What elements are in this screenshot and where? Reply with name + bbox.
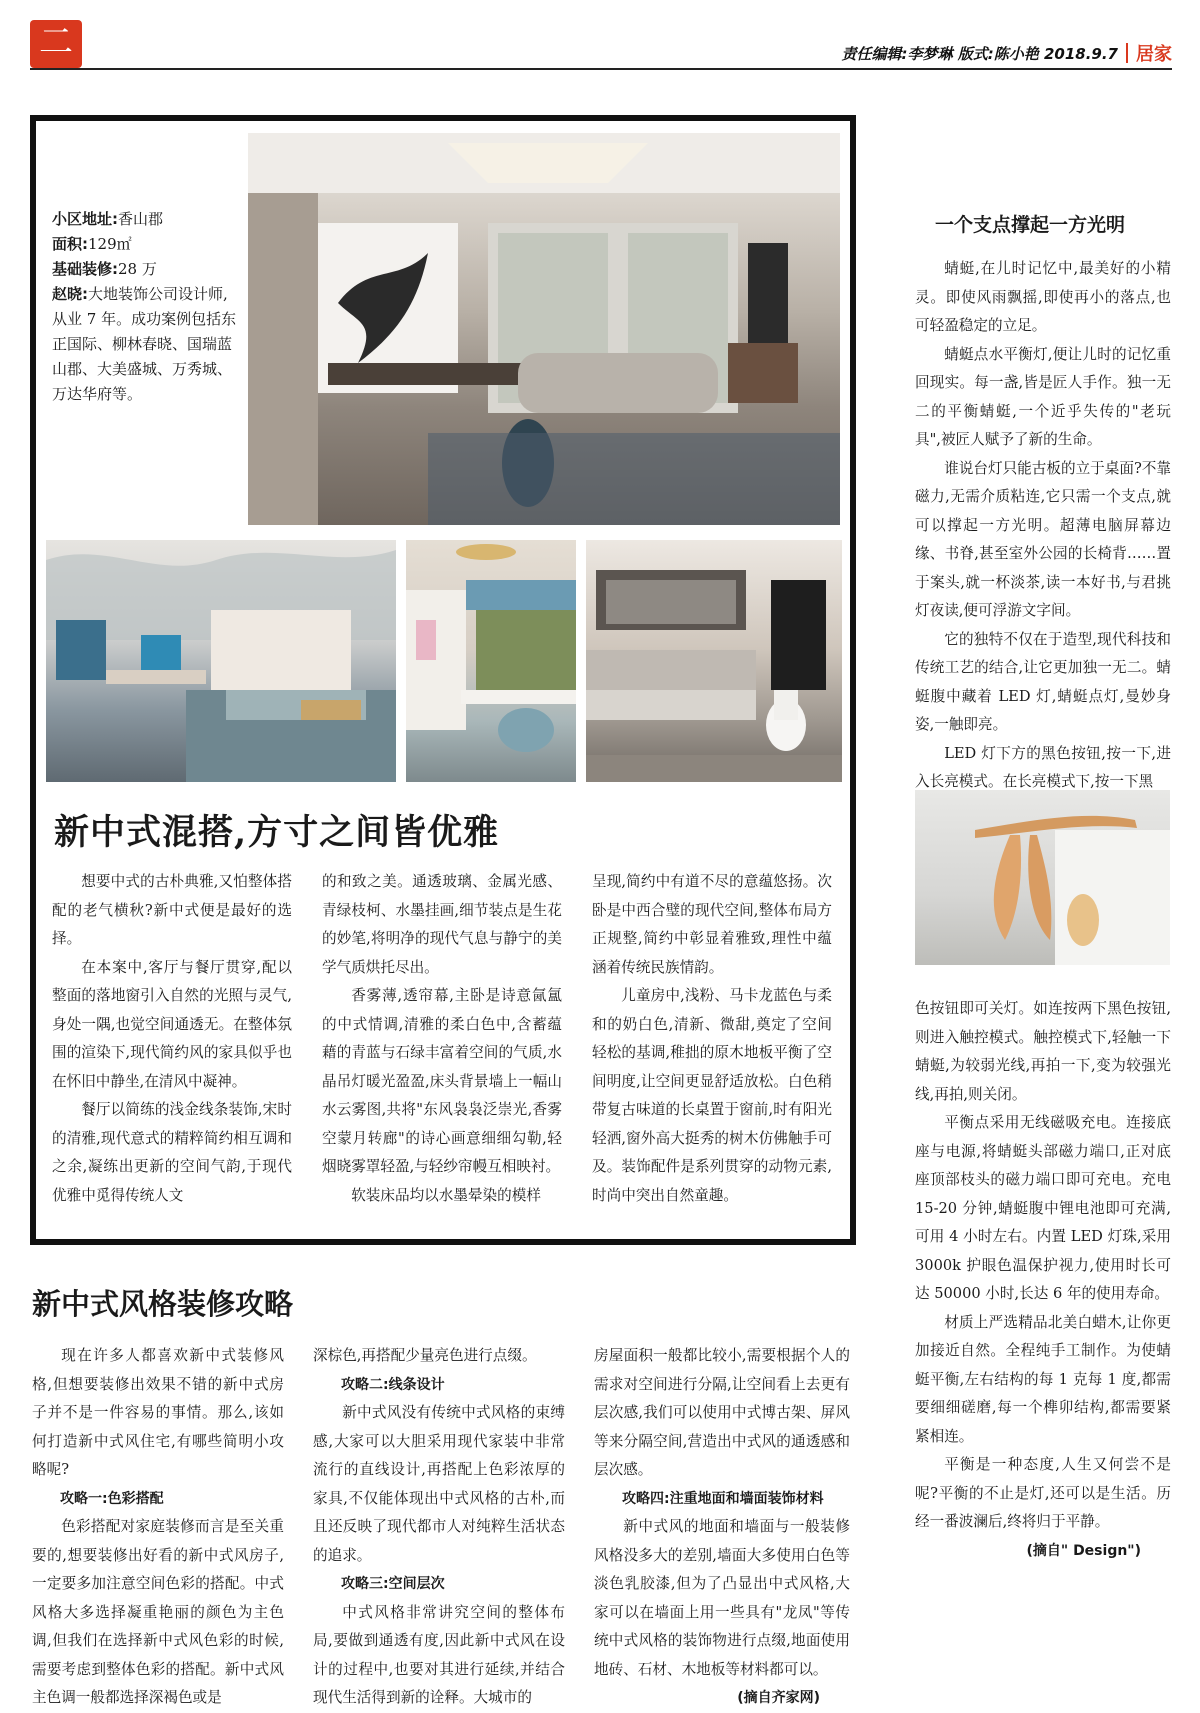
paragraph: 儿童房中,浅粉、马卡龙蓝色与柔和的奶白色,清新、微甜,奠定了空间轻松的基调,稚拙的原木地板平衡了空间明度,让空间更显舒适放松。白色稍带复古味道的长桌置于窗前,时有阳光轻洒,窗外高大挺秀的树木仿佛触手可及。装饰配件是系列贯穿的动物元素,时尚中突出自然童趣。 (592, 987, 832, 1204)
source-credit: (摘自" Design") (1026, 1542, 1141, 1559)
designer-label: 赵晓: (52, 285, 88, 303)
article2-column-1 (32, 1342, 284, 1713)
paragraph: 新中式风没有传统中式风格的束缚感,大家可以大胆采用现代家装中非常流行的直线设计,再搭配上色彩浓厚的家具,不仅能体现出中式风格的古朴,而且还反映了现代都市人对纯粹生活状态的追求。 (313, 1404, 565, 1564)
paragraph: 房屋面积一般都比较小,需要根据个人的需求对空间进行分隔,让空间看上去更有层次感,我们可以使用中式博古架、屏风等来分隔空间,营造出中式风的通透感和层次感。 (594, 1347, 850, 1478)
paragraph: 的和致之美。通透玻璃、金属光感、青绿枝柯、水墨挂画,细节装点是生花的妙笔,将明净的现代气息与静宁的美学气质烘托尽出。 (322, 873, 562, 976)
subheading: 攻略二:线条设计 (341, 1376, 445, 1393)
header-rule (30, 68, 1172, 70)
paragraph: 深棕色,再搭配少量亮色进行点缀。 (313, 1347, 537, 1364)
area-value: 129㎡ (88, 235, 132, 253)
article3-title: 一个支点撑起一方光明 (935, 214, 1126, 236)
designer-line (52, 282, 242, 407)
article2-title: 新中式风格装修攻略 (32, 1287, 294, 1321)
project-info (52, 207, 242, 407)
article3-column-2 (915, 995, 1171, 1565)
paragraph: 香雾薄,透帘幕,主卧是诗意氤氲的中式情调,清雅的柔白色中,含蓄蕴藉的青蓝与石绿丰富着空间的气质,水晶吊灯暖光盈盈,床头背景墙上一幅山水云雾图,共将"东风袅袅泛崇光,香雾空蒙月转廊"的诗心画意细细勾勒,轻烟晓雾罩轻盈,与轻纱帘幔互相映衬。 (322, 987, 562, 1175)
paragraph: 软装床品均以水墨晕染的模样 (351, 1186, 541, 1204)
address-label: 小区地址: (52, 210, 118, 228)
source-credit: (摘自齐家网) (737, 1690, 820, 1706)
editor-info: 责任编辑:李梦琳 版式:陈小艳 2018.9.7 (841, 44, 1118, 63)
area-label: 面积: (52, 235, 88, 253)
bedroom-photo (46, 540, 396, 782)
cost-line (52, 257, 242, 282)
designer-bio: 大地装饰公司设计师,从业 7 年。成功案例包括东正国际、柳林春晓、国瑞蓝山郡、大美盛城、万秀城、万达华府等。 (52, 285, 237, 403)
paragraph: 蜻蜓点水平衡灯,便让儿时的记忆重回现实。每一盏,皆是匠人手作。独一无二的平衡蜻蜓,一个近乎失传的"老玩具",被匠人赋予了新的生命。 (915, 345, 1171, 448)
cost-value: 28 万 (118, 260, 157, 278)
paragraph: 呈现,简约中有道不尽的意蕴悠扬。次卧是中西合璧的现代空间,整体布局方正规整,简约中彰显着雅致,理性中蕴涵着传统民族情韵。 (592, 873, 832, 976)
dragonfly-lamp-photo (915, 790, 1170, 965)
article1-title: 新中式混搭,方寸之间皆优雅 (54, 812, 500, 853)
paragraph: 平衡是一种态度,人生又何尝不是呢?平衡的不止是灯,还可以是生活。历经一番波澜后,终将归于平静。 (915, 1456, 1171, 1530)
paragraph: 新中式风的地面和墙面与一般装修风格没多大的差别,墙面大多使用白色等淡色乳胶漆,但为了凸显出中式风格,大家可以在墙面上用一些具有"龙凤"等传统中式风格的装饰物进行点缀,地面使用地砖、石材、木地板等材料都可以。 (594, 1518, 850, 1678)
address-line (52, 207, 242, 232)
paragraph: 材质上严选精品北美白蜡木,让你更加接近自然。全程纯手工制作。为使蜻蜓平衡,左右结构的每 1 克每 1 度,都需要细细磋磨,每一个榫卯结构,都需要紧紧相连。 (915, 1313, 1171, 1445)
subheading: 攻略四:注重地面和墙面装饰材料 (622, 1490, 824, 1507)
paragraph: 色彩搭配对家庭装修而言是至关重要的,想要装修出好看的新中式风房子,一定要多加注意空间色彩的搭配。中式风格大多选择凝重艳丽的颜色为主色调,但我们在选择新中式风色彩的时候,需要考虑到整体色彩的搭配。新中式风主色调一般都选择深褐色或是 (32, 1518, 284, 1706)
bathroom-photo (586, 540, 842, 782)
paragraph: 它的独特不仅在于造型,现代科技和传统工艺的结合,让它更加独一无二。蜻蜓腹中藏着 LED 灯,蜻蜓点灯,曼妙身姿,一触即亮。 (915, 630, 1171, 733)
paragraph: 中式风格非常讲究空间的整体布局,要做到通透有度,因此新中式风在设计的过程中,也要对其进行延续,并结合现代生活得到新的诠释。大城市的 (313, 1603, 565, 1706)
article2-column-2 (313, 1342, 565, 1713)
paragraph: 现在许多人都喜欢新中式装修风格,但想要装修出效果不错的新中式房子并不是一件容易的事情。那么,该如何打造新中式风住宅,有哪些简明小攻略呢? (32, 1347, 284, 1478)
subheading: 攻略三:空间层次 (341, 1576, 445, 1592)
cost-label: 基础装修: (52, 260, 118, 278)
paragraph: 谁说台灯只能古板的立于桌面?不靠磁力,无需介质粘连,它只需一个支点,就可以撑起一方光明。超薄电脑屏幕边缘、书脊,甚至室外公园的长椅背……置于案头,就一杯淡茶,读一本好书,与君挑灯夜读,便可浮游文字间。 (915, 459, 1171, 619)
article1-column-2 (322, 868, 562, 1210)
paragraph: 色按钮即可关灯。如连按两下黑色按钮,则进入触控模式。触控模式下,轻触一下蜻蜓,为较弱光线,再拍一下,变为较强光线,再拍,则关闭。 (915, 1000, 1171, 1103)
paragraph: 蜻蜓,在儿时记忆中,最美好的小精灵。即使风雨飘摇,即使再小的落点,也可轻盈稳定的立足。 (915, 260, 1171, 334)
paragraph: 想要中式的古朴典雅,又怕整体搭配的老气横秋?新中式便是最好的选择。 (52, 873, 292, 947)
subheading: 攻略一:色彩搭配 (60, 1490, 164, 1507)
page-number-badge: 二 (30, 20, 82, 68)
living-room-photo (248, 133, 840, 525)
article3-column-1 (915, 255, 1171, 797)
article2-column-3 (594, 1342, 850, 1713)
section-name: 居家 (1136, 44, 1172, 65)
header-info (842, 40, 1172, 66)
paragraph: 餐厅以简练的浅金线条装饰,宋时的清雅,现代意式的精粹简约相互调和之余,凝练出更新的空间气韵,于现代优雅中觅得传统人文 (52, 1101, 292, 1204)
article1-column-3 (592, 868, 832, 1210)
header-separator (1126, 43, 1128, 63)
paragraph: 在本案中,客厅与餐厅贯穿,配以整面的落地窗引入自然的光照与灵气,身处一隅,也觉空间通透无。在整体氛围的渲染下,现代简约风的家具似乎也在怀旧中静坐,在清风中凝神。 (52, 958, 292, 1090)
paragraph: LED 灯下方的黑色按钮,按一下,进入长亮模式。在长亮模式下,按一下黑 (915, 744, 1171, 790)
article1-column-1 (52, 868, 292, 1210)
kids-room-photo (406, 540, 576, 782)
area-line (52, 232, 242, 257)
address-value: 香山郡 (118, 210, 164, 228)
paragraph: 平衡点采用无线磁吸充电。连接底座与电源,将蜻蜓头部磁力端口,正对底座顶部枝头的磁力端口即可充电。充电 15-20 分钟,蜻蜓腹中锂电池即可充满,可用 4 小时左右。内置 LED 灯珠,采用 3000k 护眼色温保护视力,使用时长可达 50000 小时,长达 6 年的使用寿命。 (915, 1114, 1171, 1302)
